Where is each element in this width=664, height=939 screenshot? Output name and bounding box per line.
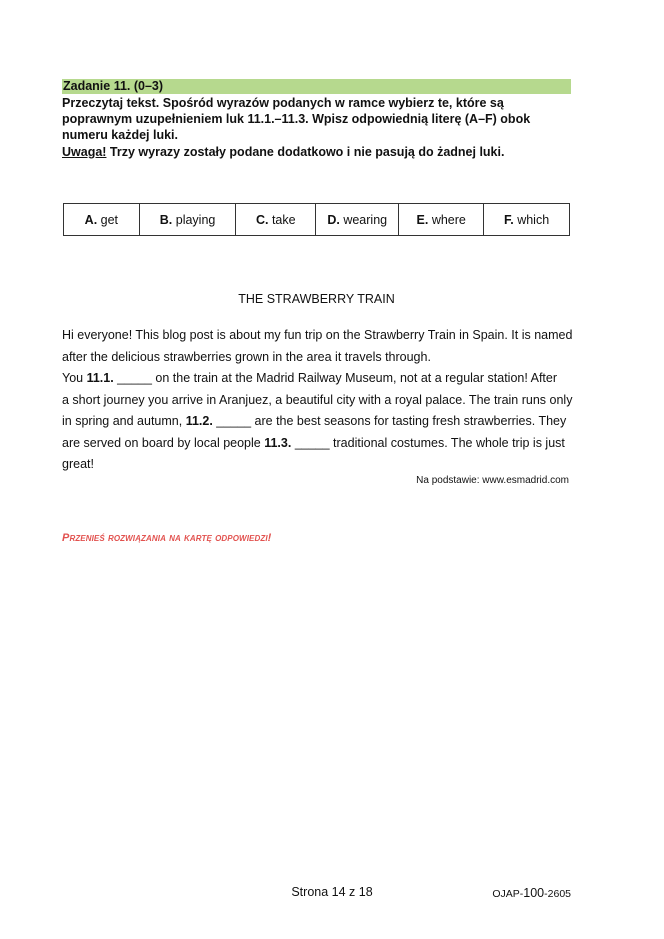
option-f-letter: F. [503,212,514,227]
option-d-word: wearing [339,212,388,227]
option-e-word: where [428,212,466,227]
option-a-word: get [97,212,119,227]
exam-code-suffix: -2605 [544,888,571,900]
warning-text: Trzy wyrazy zostały podane dodatkowo i nie pasują do żadnej luki. [106,144,505,159]
instruction-line-3: numeru każdej luki. [62,128,179,143]
transfer-reminder [62,531,271,545]
page-number: Strona 14 z 18 [291,885,373,899]
option-e-cell [399,204,484,236]
option-f-word: which [513,212,550,227]
option-d-letter: D. [327,212,340,227]
exam-code-number: 100 [523,886,545,900]
passage-text: in spring and autumn, [62,414,186,428]
option-a-cell [64,204,140,236]
gap-11-2: 11.2. [185,414,213,428]
passage-text: _____ on the train at the Madrid Railway Museum, not at a regular station! After [113,371,558,385]
passage-line-4: a short journey you arrive in Aranjuez, a beautiful city with a royal palace. The train runs only [62,392,573,407]
exam-code [492,886,571,901]
option-c-cell [236,204,316,236]
word-options-row [64,204,570,236]
option-c-letter: C. [255,212,269,227]
gap-11-1: 11.1. [86,371,114,385]
gap-11-3: 11.3. [264,435,292,450]
word-options-table [63,203,570,236]
task-header: Zadanie 11. (0–3) [62,79,571,94]
passage-text: _____ are the best seasons for tasting fresh strawberries. They [212,414,567,428]
option-b-word: playing [172,212,216,227]
passage-line-5 [62,411,574,433]
warning-label: Uwaga! [62,144,107,159]
option-f-cell [484,204,570,236]
source-note: Na podstawie: www.esmadrid.com [416,475,569,486]
text-title: THE STRAWBERRY TRAIN [238,292,395,306]
instruction-line-2: poprawnym uzupełnieniem luk 11.1.–11.3. Wpisz odpowiednią literę (A–F) obok [62,112,531,127]
exam-code-prefix: OJAP- [492,888,524,900]
reading-passage [62,325,574,476]
instruction-line-1: Przeczytaj tekst. Spośród wyrazów podanych w ramce wybierz te, które są [62,96,504,110]
option-e-letter: E. [416,212,429,227]
option-a-letter: A. [84,212,98,227]
option-b-letter: B. [159,212,173,227]
passage-line-2: after the delicious strawberries grown in the area it travels through. [62,349,431,364]
transfer-text-1: rzenieś [69,532,108,544]
option-d-cell [316,204,399,236]
passage-line-7: great! [62,457,94,471]
transfer-cap: P [62,532,70,544]
warning-line [62,144,571,160]
passage-line-3 [62,368,574,390]
passage-text: are served on board by local people [62,435,265,450]
passage-text: _____ traditional costumes. The whole trip is just [291,435,565,450]
passage-line-6 [62,433,574,455]
task-instructions [62,95,571,160]
option-b-cell [139,204,236,236]
passage-text: You [62,371,87,385]
option-c-word: take [268,212,296,227]
passage-line-1: Hi everyone! This blog post is about my fun trip on the Strawberry Train in Spain. It is named [62,328,573,342]
transfer-text-2: rozwiązania na kartę odpowiedzi! [107,532,272,544]
